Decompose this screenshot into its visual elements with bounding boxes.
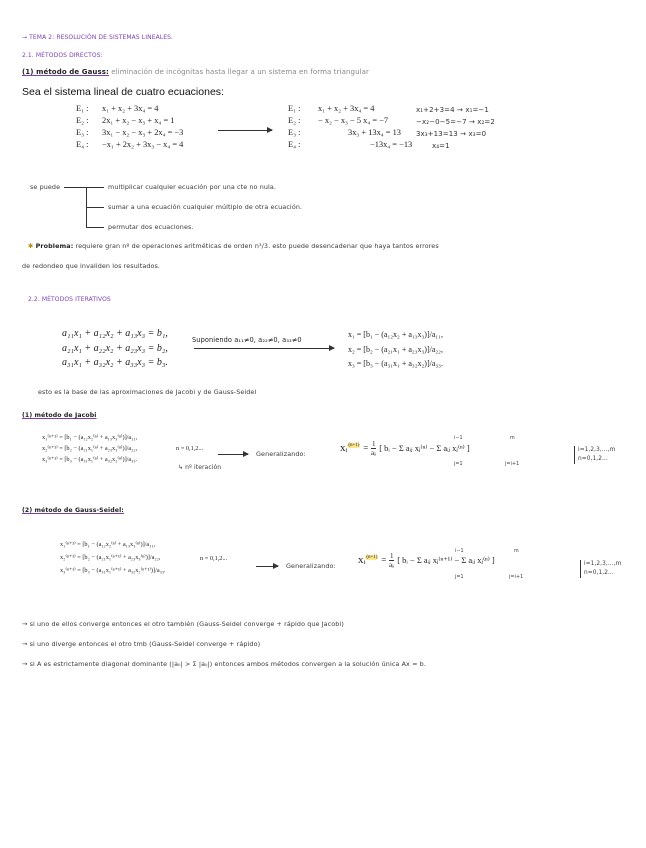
star-icon: ✱ [28, 242, 34, 250]
sum-limit: j=1 [455, 575, 464, 580]
gauss-description: eliminación de incógnitas hasta llegar a un sistema en forma triangular [111, 68, 370, 76]
can-item: sumar a una ecuación cualquier múltiplo de otra ecuación. [108, 203, 303, 211]
right-system [288, 103, 412, 151]
jacobi-equations [42, 432, 137, 465]
seidel-general-formula: xᵢ$^{(n+1)}$ = 1 aᵢᵢ [ bᵢ − Σ aᵢⱼ xⱼ⁽ⁿ⁺¹⁾ − Σ aᵢⱼ xⱼ⁽ⁿ⁾ ] [358, 552, 495, 569]
right-eq-row: E₂ : − x₂ − x₃ − 5 x₄ = −7 [288, 116, 389, 125]
note-line: 3x₃+13=13 → x₃=0 [416, 130, 487, 138]
back-substitution-notes [416, 104, 495, 152]
seidel-generalizing: Generalizando: [286, 562, 336, 570]
formula-rhs: [ bᵢ − Σ aᵢⱼ xⱼ⁽ⁿ⁾ − Σ aᵢⱼ xⱼ⁽ⁿ⁾ ] [379, 443, 470, 454]
problem-note [28, 242, 439, 250]
seidel-ranges [580, 560, 621, 578]
system-intro: Sea el sistema lineal de cuatro ecuaciones: [22, 86, 224, 98]
nonzero-assumption: Suponiendo a₁₁≠0, a₂₂≠0, a₃₃≠0 [192, 336, 302, 344]
right-eq-row: E₄ : −13x₄ = −13 [288, 140, 413, 149]
seidel-n-range: n = 0,1,2... [200, 555, 228, 562]
right-eq-row: E₁ : x₁ + x₂ + 3x₄ = 4 [288, 104, 375, 113]
sum-limit: j=i+1 [509, 575, 524, 580]
transform-arrow [218, 130, 272, 131]
jacobi-eq-row: x₃⁽ⁿ⁺¹⁾ = [b₃ − (a₃₁x₁⁽ⁿ⁾ + a₃₂x₂⁽ⁿ⁾)]/a₃₃. [42, 456, 138, 463]
problem-label: Problema: [35, 242, 74, 250]
bracket-line [86, 227, 104, 228]
seidel-equations [60, 538, 166, 577]
jacobi-n-range: n = 0,1,2... [176, 445, 204, 452]
sum-limit: j=i+1 [505, 462, 520, 467]
system-row: a₃₁x₁ + a₃₂x₂ + a₃₃x₃ = b₃. [62, 357, 168, 368]
problem-text-cont: de redondeo que invaliden los resultados. [22, 262, 161, 270]
left-eq-row: E₂ : 2x₁ + x₂ − x₃ + x₄ = 1 [76, 116, 175, 125]
formula-rhs: [ bᵢ − Σ aᵢⱼ xⱼ⁽ⁿ⁺¹⁾ − Σ aᵢⱼ xⱼ⁽ⁿ⁾ ] [397, 555, 495, 566]
formula-lhs: xᵢ [358, 554, 366, 567]
formula-superscript: (n+1) [348, 443, 360, 449]
seidel-title: (2) método de Gauss-Seidel: [22, 507, 124, 514]
jacobi-eq-row: x₁⁽ⁿ⁺¹⁾ = [b₁ − (a₁₂x₂⁽ⁿ⁾ + a₁₃x₃⁽ⁿ⁾)]/a₁₁, [42, 434, 138, 441]
range-n: n=0,1,2... [578, 456, 608, 462]
formula-superscript: (n+1) [366, 555, 378, 561]
solved-system [348, 328, 443, 372]
conclusion-item: → si uno de ellos converge entonces el otro también (Gauss-Seidel converge + rápido que Jacobi) [22, 620, 344, 628]
sum-limit: i−1 [455, 549, 464, 554]
note-line: −x₂−0−5=−7 → x₂=2 [416, 118, 495, 126]
sum-limit: i−1 [454, 436, 463, 441]
sum-limit: j=1 [454, 462, 463, 467]
note-line: x₄=1 [432, 142, 450, 150]
conclusion-item: → si uno diverge entonces el otro tmb (Gauss-Seidel converge + rápido) [22, 640, 261, 648]
assumption-arrow [194, 348, 334, 349]
section-direct-methods: 2.1. MÉTODOS DIRECTOS: [22, 52, 103, 59]
jacobi-ranges [574, 446, 615, 464]
system-row: a₂₁x₁ + a₂₂x₂ + a₂₃x₃ = b₂, [62, 342, 168, 354]
solved-row: x₂ = [b₂ − (a₂₁x₁ + a₂₃x₃)]/a₂₂, [348, 344, 443, 354]
gauss-heading [22, 68, 369, 76]
left-system [76, 103, 183, 151]
section-iterative-methods: 2.2. MÉTODOS ITERATIVOS [28, 296, 111, 303]
bracket-line [64, 187, 104, 188]
conclusion-item: → si A es estrictamente diagonal dominante (|aᵢᵢ| > Σ |aᵢⱼ|) entonces ambos métodos convergen a la solución única Ax = b. [22, 660, 426, 668]
seidel-eq-row: x₂⁽ⁿ⁺¹⁾ = [b₂ − (a₂₁x₁⁽ⁿ⁺¹⁾ + a₂₃x₃⁽ⁿ⁾)]/a₂₂, [60, 554, 161, 561]
jacobi-general-formula: xᵢ$^{(n+1)}$ = 1 aᵢᵢ [ bᵢ − Σ aᵢⱼ xⱼ⁽ⁿ⁾ − Σ aᵢⱼ xⱼ⁽ⁿ⁾ ] [340, 440, 470, 457]
sum-limit: m [514, 549, 519, 554]
seidel-eq-row: x₃⁽ⁿ⁺¹⁾ = [b₃ − (a₃₁x₁⁽ⁿ⁺¹⁾ + a₃₂x₂⁽ⁿ⁺¹⁾)]/a₃₃. [60, 567, 166, 574]
left-eq-row: E₄ : −x₁ + 2x₂ + 3x₃ − x₄ = 4 [76, 140, 184, 149]
gauss-title: (1) método de Gauss: [22, 68, 109, 76]
seidel-arrow [256, 566, 278, 567]
jacobi-eq-row: x₂⁽ⁿ⁺¹⁾ = [b₂ − (a₂₁x₁⁽ⁿ⁾ + a₂₃x₃⁽ⁿ⁾)]/a₂₂, [42, 445, 138, 452]
right-eq-row: E₃ : 3x₃ + 13x₄ = 13 [288, 128, 401, 137]
iteration-note: ↳ nº iteración [178, 464, 222, 471]
topic-title: → TEMA 2: RESOLUCIÓN DE SISTEMAS LINEALES. [22, 34, 174, 41]
left-eq-row: E₃ : 3x₁ − x₂ − x₃ + 2x₄ = −3 [76, 128, 184, 137]
left-eq-row: E₁ : x₁ + x₂ + 3x₄ = 4 [76, 104, 159, 113]
can-item: permutar dos ecuaciones. [108, 223, 194, 231]
basis-note: esto es la base de las aproximaciones de Jacobi y de Gauss-Seidel [38, 388, 257, 396]
formula-lhs: xᵢ [340, 442, 348, 455]
seidel-eq-row: x₁⁽ⁿ⁺¹⁾ = [b₁ − (a₁₂x₂⁽ⁿ⁾ + a₁₃x₃⁽ⁿ⁾)]/a₁₁, [60, 541, 156, 548]
range-i: i=1,2,3,...,m [578, 447, 616, 453]
can-label: se puede [30, 183, 61, 191]
range-i: i=1,2,3,...,m [584, 561, 622, 567]
problem-text: requiere gran nº de operaciones aritméticas de orden n³/3. esto puede desencadenar que haya tantos errores [75, 242, 439, 250]
formula-fraction: 1 aᵢᵢ [371, 440, 377, 457]
jacobi-generalizing: Generalizando: [256, 450, 306, 458]
range-n: n=0,1,2... [584, 570, 614, 576]
solved-row: x₁ = [b₁ − (a₁₂x₂ + a₁₃x₃)]/a₁₁, [348, 330, 443, 339]
jacobi-arrow [218, 454, 248, 455]
sum-limit: m [510, 436, 515, 441]
linear-system-3x3 [62, 327, 168, 371]
can-item: multiplicar cualquier ecuación por una cte no nula. [108, 183, 277, 191]
note-line: x₁+2+3=4 → x₁=−1 [416, 106, 489, 114]
formula-fraction: 1 aᵢᵢ [389, 552, 395, 569]
system-row: a₁₁x₁ + a₁₂x₂ + a₁₃x₃ = b₁, [62, 328, 168, 339]
solved-row: x₃ = [b₃ − (a₃₁x₁ + a₃₂x₂)]/a₃₃. [348, 359, 443, 368]
bracket-line [86, 207, 104, 208]
jacobi-title: (1) método de Jacobi [22, 412, 97, 419]
